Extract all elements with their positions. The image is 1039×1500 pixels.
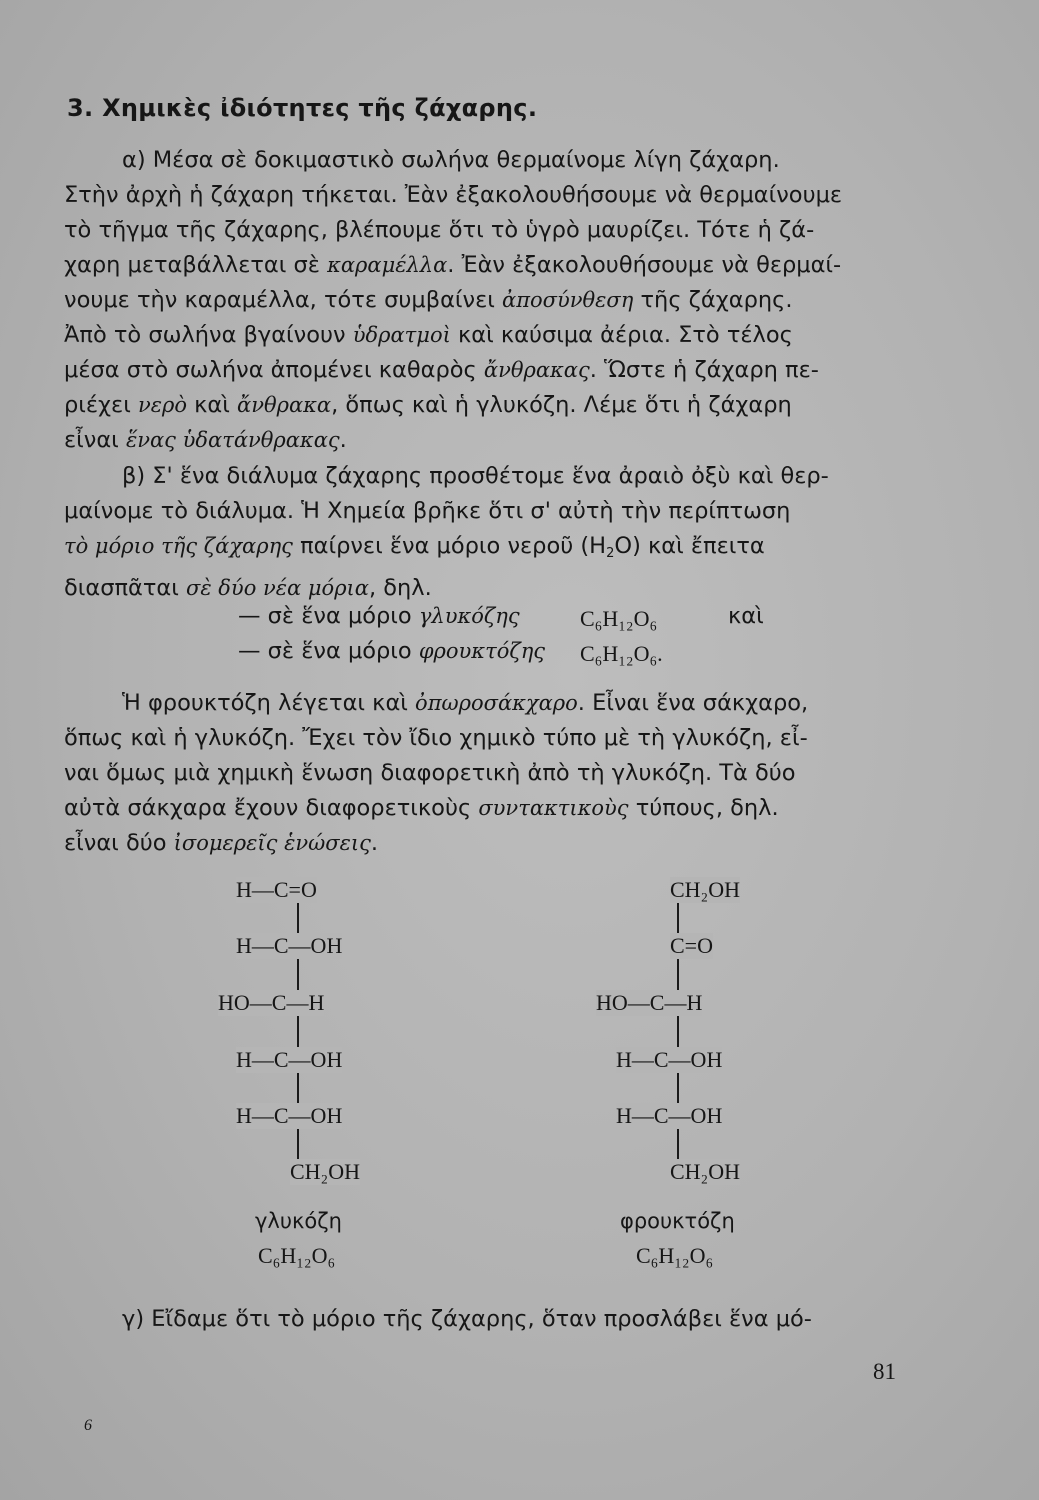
glucose-molecular-formula: C₆H₁₂O₆ bbox=[258, 1243, 336, 1268]
text-line: αὐτὰ σάκχαρα ἔχουν διαφορετικοὺς συντακτικοὺς τύπους, δηλ. bbox=[64, 795, 779, 821]
glucose-row: H—C—OH bbox=[236, 1047, 343, 1072]
paragraph-c-gamma bbox=[64, 1302, 904, 1337]
text-line: Στὴν ἀρχὴ ἡ ζάχαρη τήκεται. Ἐὰν ἐξακολουθήσουμε νὰ θερμαίνουμε bbox=[64, 182, 843, 208]
formula-line-glucose: — σὲ ἕνα μόριο γλυκόζης bbox=[238, 603, 520, 629]
fructose-formula: C₆H₁₂O₆. bbox=[580, 641, 663, 666]
fructose-row: H—C—OH bbox=[616, 1103, 723, 1128]
paragraph-a bbox=[64, 143, 904, 458]
text-line: ριέχει νερὸ καὶ ἄνθρακα, ὅπως καὶ ἡ γλυκόζη. Λέμε ὅτι ἡ ζάχαρη bbox=[64, 392, 792, 418]
formula-line-fructose: — σὲ ἕνα μόριο φρουκτόζης bbox=[238, 638, 546, 664]
glucose-row: H—C—OH bbox=[236, 933, 343, 958]
glucose-formula: C₆H₁₂O₆ bbox=[580, 606, 658, 631]
text-line: χαρη μεταβάλλεται σὲ καραμέλλα. Ἐὰν ἐξακολουθήσουμε νὰ θερμαί- bbox=[64, 252, 842, 278]
fructose-molecular-formula: C₆H₁₂O₆ bbox=[636, 1243, 714, 1268]
text-line: μέσα στὸ σωλήνα ἀπομένει καθαρὸς ἄνθρακας. Ὥστε ἡ ζάχαρη πε- bbox=[64, 357, 819, 383]
text-line: β) Σ' ἕνα διάλυμα ζάχαρης προσθέτομε ἕνα ἀραιὸ ὀξὺ καὶ θερ- bbox=[122, 463, 829, 489]
text-line: εἶναι ἕνας ὑδατάνθρακας. bbox=[64, 427, 347, 453]
text-line: νουμε τὴν καραμέλλα, τότε συμβαίνει ἀποσύνθεση τῆς ζάχαρης. bbox=[64, 287, 793, 313]
text-line: Ἡ φρουκτόζη λέγεται καὶ ὀπωροσάκχαρο. Εἶναι ἕνα σάκχαρο, bbox=[122, 690, 809, 716]
text-line: μαίνομε τὸ διάλυμα. Ἡ Χημεία βρῆκε ὅτι σ' αὐτὴ τὴν περίπτωση bbox=[64, 498, 791, 524]
fructose-row: H—C—OH bbox=[616, 1047, 723, 1072]
text-line: τὸ μόριο τῆς ζάχαρης παίρνει ἕνα μόριο νεροῦ $(H_2O)$ καὶ ἔπειτα bbox=[64, 533, 765, 561]
conjunction-and: καὶ bbox=[728, 603, 764, 629]
text-line: ὅπως καὶ ἡ γλυκόζη. Ἔχει τὸν ἴδιο χημικὸ τύπο μὲ τὴ γλυκόζη, εἶ- bbox=[64, 725, 808, 751]
text-line: διασπᾶται σὲ δύο νέα μόρια, δηλ. bbox=[64, 575, 432, 601]
glucose-row: H—C—OH bbox=[236, 1103, 343, 1128]
text-line: τὸ τῆγμα τῆς ζάχαρης, βλέπουμε ὅτι τὸ ὑγρὸ μαυρίζει. Τότε ἡ ζά- bbox=[64, 217, 815, 243]
page-number: 81 bbox=[873, 1359, 896, 1384]
fructose-row: C=O bbox=[670, 933, 713, 958]
text-line: γ) Εἴδαμε ὅτι τὸ μόριο τῆς ζάχαρης, ὅταν προσλάβει ἕνα μό- bbox=[122, 1306, 812, 1332]
fructose-row: CH₂OH bbox=[670, 877, 741, 902]
signature-mark: 6 bbox=[84, 1417, 92, 1434]
text-line: ναι ὅμως μιὰ χημικὴ ἕνωση διαφορετικὴ ἀπὸ τὴ γλυκόζη. Τὰ δύο bbox=[64, 760, 796, 786]
glucose-row: HO—C—H bbox=[218, 990, 325, 1015]
paragraph-b bbox=[64, 459, 904, 606]
text-line: Ἀπὸ τὸ σωλήνα βγαίνουν ὑδρατμοὶ καὶ καύσιμα ἀέρια. Στὸ τέλος bbox=[64, 322, 793, 348]
section-heading: 3. Χημικὲς ἰδιότητες τῆς ζάχαρης. bbox=[67, 94, 538, 122]
paragraph-c bbox=[64, 686, 904, 861]
glucose-row: CH₂OH bbox=[290, 1159, 361, 1184]
text-line: εἶναι δύο ἰσομερεῖς ἑνώσεις. bbox=[64, 830, 378, 856]
fructose-label: φρουκτόζη bbox=[620, 1209, 735, 1233]
glucose-label: γλυκόζη bbox=[255, 1209, 342, 1233]
glucose-row: H—C=O bbox=[236, 877, 317, 902]
text-line: α) Μέσα σὲ δοκιμαστικὸ σωλήνα θερμαίνομε λίγη ζάχαρη. bbox=[122, 147, 780, 173]
fructose-row: HO—C—H bbox=[596, 990, 703, 1015]
fructose-row: CH₂OH bbox=[670, 1159, 741, 1184]
